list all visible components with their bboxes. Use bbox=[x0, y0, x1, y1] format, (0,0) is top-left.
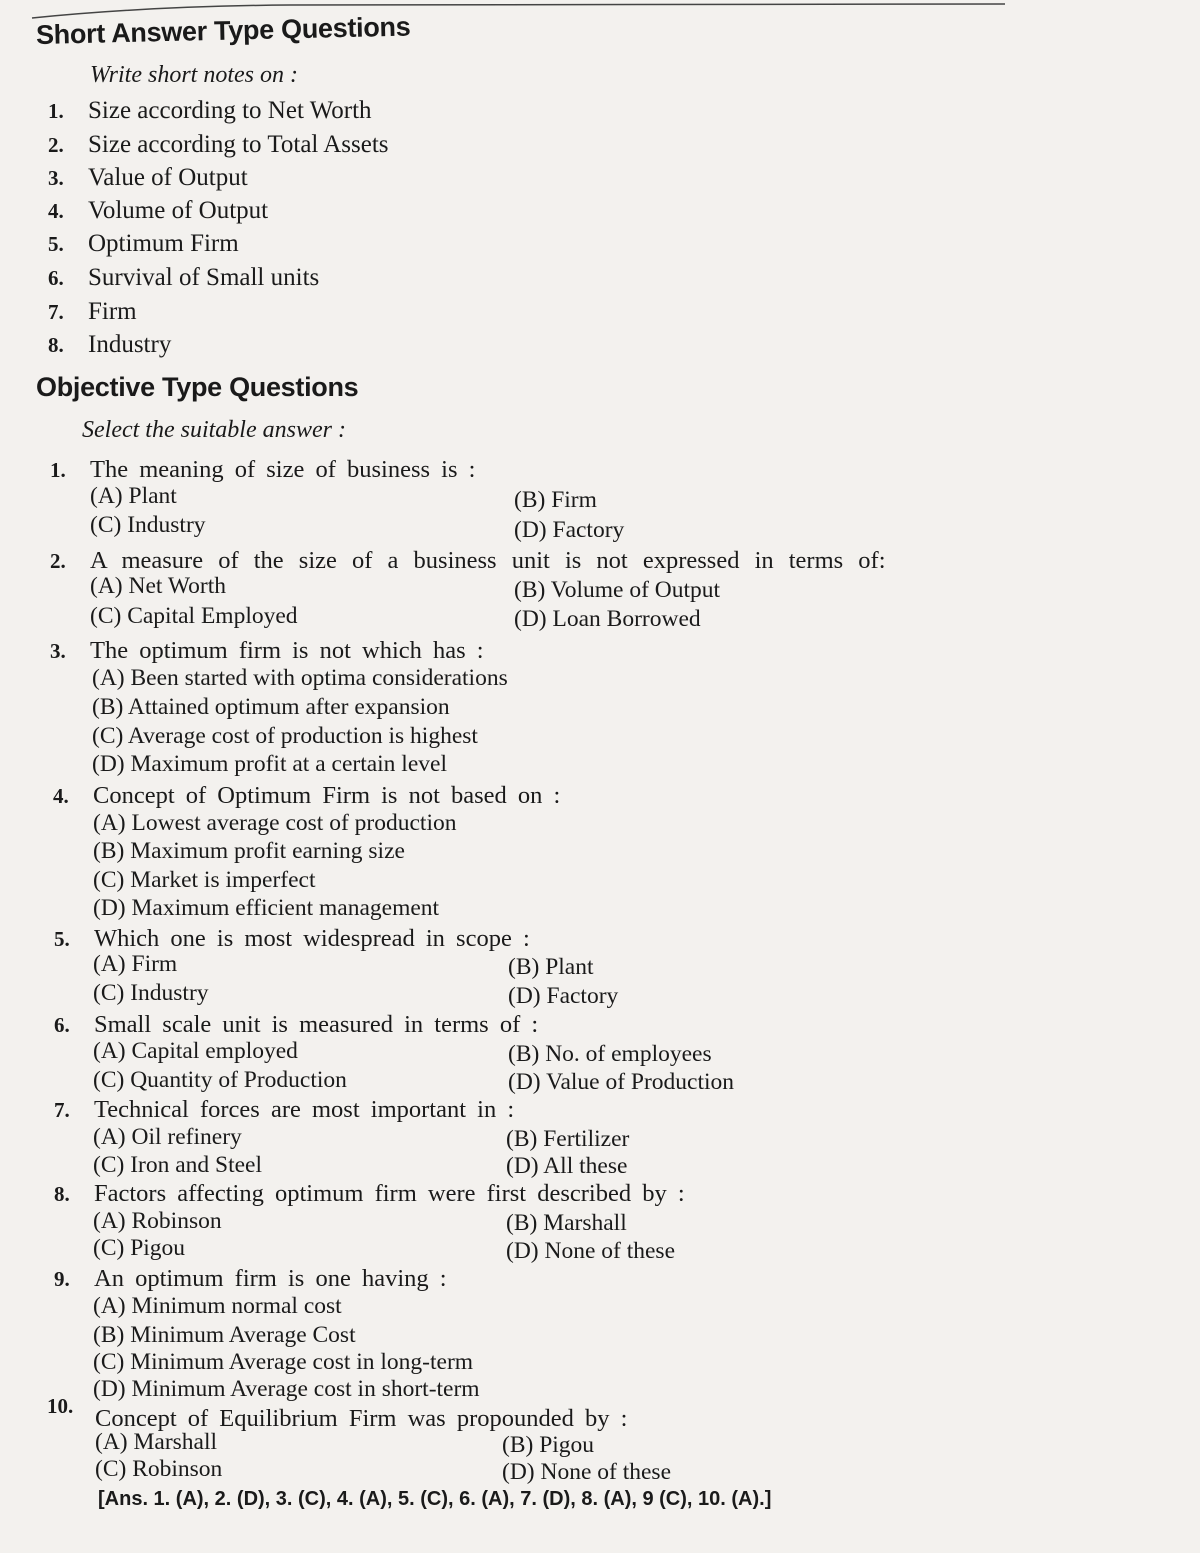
option-b: (B) Marshall bbox=[506, 1210, 627, 1236]
question-text: Concept of Equilibrium Firm was propounded by : bbox=[95, 1405, 628, 1432]
item-number: 3. bbox=[48, 166, 64, 190]
option-a: (A) Net Worth bbox=[90, 573, 227, 599]
option-a: (A) Oil refinery bbox=[93, 1124, 242, 1150]
answer-key: [Ans. 1. (A), 2. (D), 3. (C), 4. (A), 5. (C), 6. (A), 7. (D), 8. (A), 9 (C), 10. (A).] bbox=[98, 1488, 772, 1510]
question-number: 4. bbox=[53, 784, 69, 808]
item-number: 4. bbox=[48, 199, 64, 223]
option-c: (C) Robinson bbox=[95, 1456, 223, 1482]
question-number: 10. bbox=[47, 1394, 74, 1418]
option-a: (A) Marshall bbox=[95, 1429, 218, 1455]
question-text: The meaning of size of business is : bbox=[90, 456, 476, 483]
short-answer-item bbox=[48, 131, 389, 159]
question-number: 6. bbox=[54, 1013, 70, 1037]
option-d: (D) All these bbox=[506, 1153, 628, 1179]
question-number: 8. bbox=[54, 1182, 70, 1206]
option-b: (B) No. of employees bbox=[508, 1041, 712, 1067]
option-c: (C) Market is imperfect bbox=[93, 867, 316, 893]
option-c: (C) Capital Employed bbox=[90, 603, 298, 629]
item-text: Optimum Firm bbox=[88, 230, 239, 257]
question-text: An optimum firm is one having : bbox=[94, 1265, 447, 1292]
question-text: Technical forces are most important in : bbox=[94, 1096, 515, 1123]
option-d: (D) Factory bbox=[508, 983, 619, 1009]
short-answer-item bbox=[48, 331, 171, 359]
question-text: Concept of Optimum Firm is not based on : bbox=[93, 782, 561, 809]
item-text: Size according to Total Assets bbox=[88, 131, 389, 158]
objective-heading: Objective Type Questions bbox=[36, 372, 359, 402]
option-d: (D) Maximum profit at a certain level bbox=[92, 751, 447, 777]
option-c: (C) Pigou bbox=[93, 1235, 186, 1261]
short-answer-item bbox=[48, 264, 319, 292]
question-text: Factors affecting optimum firm were first described by : bbox=[94, 1180, 685, 1207]
option-c: (C) Minimum Average cost in long-term bbox=[93, 1349, 474, 1375]
short-answer-heading: Short Answer Type Questions bbox=[35, 11, 411, 50]
option-d: (D) Maximum efficient management bbox=[93, 895, 440, 921]
option-c: (C) Industry bbox=[93, 980, 209, 1006]
item-text: Survival of Small units bbox=[88, 264, 320, 291]
option-a: (A) Been started with optima considerations bbox=[92, 665, 508, 691]
item-number: 2. bbox=[48, 133, 64, 157]
option-d: (D) Factory bbox=[514, 517, 625, 543]
item-number: 6. bbox=[48, 266, 64, 290]
question-number: 1. bbox=[50, 458, 66, 482]
item-number: 7. bbox=[48, 300, 64, 324]
option-b: (B) Fertilizer bbox=[506, 1126, 630, 1152]
option-b: (B) Firm bbox=[514, 487, 597, 513]
option-b: (B) Attained optimum after expansion bbox=[92, 694, 450, 720]
option-d: (D) Value of Production bbox=[508, 1069, 735, 1095]
option-d: (D) Minimum Average cost in short-term bbox=[93, 1376, 480, 1402]
question-number: 3. bbox=[50, 639, 66, 663]
question-text: The optimum firm is not which has : bbox=[90, 637, 484, 664]
item-text: Volume of Output bbox=[88, 197, 269, 224]
short-answer-item bbox=[48, 230, 239, 258]
option-c: (C) Average cost of production is highest bbox=[92, 723, 478, 749]
option-c: (C) Iron and Steel bbox=[93, 1152, 263, 1178]
short-answer-item bbox=[48, 164, 248, 192]
option-b: (B) Volume of Output bbox=[514, 577, 721, 603]
short-answer-instruction: Write short notes on : bbox=[90, 62, 298, 88]
option-b: (B) Plant bbox=[508, 954, 594, 980]
option-a: (A) Plant bbox=[90, 483, 177, 509]
option-a: (A) Firm bbox=[93, 951, 178, 977]
item-text: Value of Output bbox=[88, 164, 248, 191]
option-b: (B) Minimum Average Cost bbox=[93, 1322, 356, 1348]
short-answer-item bbox=[48, 97, 372, 125]
item-text: Industry bbox=[88, 331, 172, 358]
option-b: (B) Maximum profit earning size bbox=[93, 838, 405, 864]
question-text: A measure of the size of a business unit is not expressed in terms of: bbox=[90, 547, 886, 574]
question-number: 7. bbox=[54, 1098, 70, 1122]
short-answer-item bbox=[48, 197, 268, 225]
question-number: 5. bbox=[54, 927, 70, 951]
item-number: 1. bbox=[48, 99, 64, 123]
option-d: (D) None of these bbox=[506, 1238, 676, 1264]
short-answer-item bbox=[48, 298, 137, 326]
question-number: 2. bbox=[50, 549, 66, 573]
objective-instruction: Select the suitable answer : bbox=[82, 417, 346, 443]
option-a: (A) Robinson bbox=[93, 1208, 222, 1234]
option-c: (C) Quantity of Production bbox=[93, 1067, 347, 1093]
option-d: (D) Loan Borrowed bbox=[514, 606, 701, 632]
item-text: Firm bbox=[88, 298, 137, 325]
option-d: (D) None of these bbox=[502, 1459, 672, 1485]
question-text: Which one is most widespread in scope : bbox=[94, 925, 530, 952]
question-text: Small scale unit is measured in terms of : bbox=[94, 1011, 539, 1038]
option-a: (A) Minimum normal cost bbox=[93, 1293, 342, 1319]
option-b: (B) Pigou bbox=[502, 1432, 595, 1458]
item-number: 5. bbox=[48, 232, 64, 256]
question-number: 9. bbox=[54, 1267, 70, 1291]
option-a: (A) Capital employed bbox=[93, 1038, 298, 1064]
item-text: Size according to Net Worth bbox=[88, 97, 372, 124]
option-c: (C) Industry bbox=[90, 512, 206, 538]
item-number: 8. bbox=[48, 333, 64, 357]
option-a: (A) Lowest average cost of production bbox=[93, 810, 457, 836]
